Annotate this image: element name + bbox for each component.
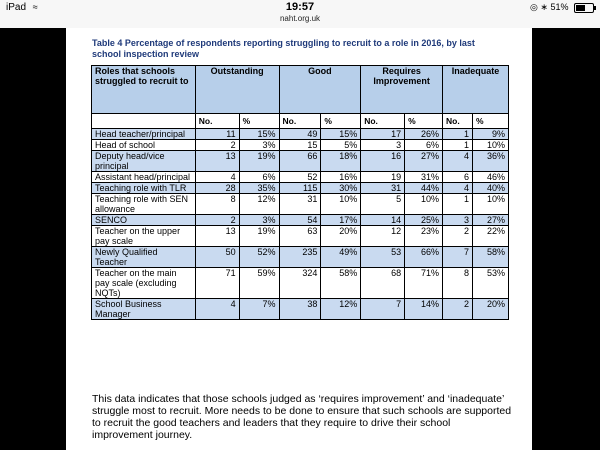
- cell-count: 63: [279, 226, 321, 247]
- cell-count: 3: [443, 215, 473, 226]
- table-row: [92, 183, 509, 194]
- bluetooth-icon: ∗: [540, 2, 548, 12]
- row-role-label: Head teacher/principal: [92, 129, 196, 140]
- group-header-outstanding: Outstanding: [195, 66, 279, 114]
- cell-percent: 44%: [405, 183, 443, 194]
- cell-percent: 46%: [473, 172, 509, 183]
- cell-count: 17: [361, 129, 405, 140]
- table-row: [92, 247, 509, 268]
- cell-count: 53: [361, 247, 405, 268]
- cell-count: 11: [195, 129, 239, 140]
- group-header-good: Good: [279, 66, 361, 114]
- cell-percent: 10%: [321, 194, 361, 215]
- table-row: [92, 151, 509, 172]
- cell-percent: 16%: [321, 172, 361, 183]
- subheader-no: No.: [361, 114, 405, 129]
- row-role-label: Teacher on the upper pay scale: [92, 226, 196, 247]
- cell-count: 4: [443, 183, 473, 194]
- cell-percent: 71%: [405, 268, 443, 299]
- cell-percent: 10%: [473, 194, 509, 215]
- cell-percent: 53%: [473, 268, 509, 299]
- subheader-blank: [92, 114, 196, 129]
- cell-percent: 10%: [473, 140, 509, 151]
- cell-percent: 23%: [405, 226, 443, 247]
- cell-count: 31: [361, 183, 405, 194]
- cell-count: 13: [195, 151, 239, 172]
- cell-percent: 25%: [405, 215, 443, 226]
- table-row: [92, 129, 509, 140]
- cell-count: 1: [443, 194, 473, 215]
- table-row: [92, 215, 509, 226]
- cell-count: 13: [195, 226, 239, 247]
- cell-percent: 7%: [239, 299, 279, 320]
- cell-percent: 59%: [239, 268, 279, 299]
- cell-percent: 6%: [405, 140, 443, 151]
- cell-count: 7: [443, 247, 473, 268]
- cell-count: 4: [195, 299, 239, 320]
- recruitment-table: [91, 65, 509, 320]
- table-body: [92, 129, 509, 320]
- cell-percent: 12%: [239, 194, 279, 215]
- cell-percent: 49%: [321, 247, 361, 268]
- subheader-no: No.: [279, 114, 321, 129]
- table-row: [92, 226, 509, 247]
- cell-percent: 58%: [473, 247, 509, 268]
- cell-percent: 20%: [473, 299, 509, 320]
- table-caption: Table 4 Percentage of respondents reporting struggling to recruit to a role in 2016, by last school inspection review: [92, 38, 475, 59]
- cell-count: 15: [279, 140, 321, 151]
- cell-percent: 15%: [321, 129, 361, 140]
- orientation-lock-icon: ◎: [530, 2, 538, 12]
- cell-count: 2: [195, 140, 239, 151]
- cell-count: 115: [279, 183, 321, 194]
- cell-count: 38: [279, 299, 321, 320]
- cell-percent: 30%: [321, 183, 361, 194]
- cell-percent: 3%: [239, 215, 279, 226]
- cell-percent: 14%: [405, 299, 443, 320]
- cell-count: 3: [361, 140, 405, 151]
- cell-percent: 20%: [321, 226, 361, 247]
- cell-count: 28: [195, 183, 239, 194]
- cell-count: 66: [279, 151, 321, 172]
- cell-count: 12: [361, 226, 405, 247]
- table-row: [92, 140, 509, 151]
- row-role-label: Teacher on the main pay scale (excluding NQTs): [92, 268, 196, 299]
- cell-percent: 15%: [239, 129, 279, 140]
- cell-count: 1: [443, 140, 473, 151]
- cell-count: 5: [361, 194, 405, 215]
- cell-count: 7: [361, 299, 405, 320]
- cell-percent: 36%: [473, 151, 509, 172]
- status-right: [530, 2, 594, 13]
- cell-count: 68: [361, 268, 405, 299]
- cell-percent: 58%: [321, 268, 361, 299]
- battery-percent: 51%: [550, 2, 569, 12]
- table-row: [92, 172, 509, 183]
- wifi-icon: ≈: [32, 2, 38, 12]
- cell-percent: 35%: [239, 183, 279, 194]
- table-subheader-row: [92, 114, 509, 129]
- cell-count: 54: [279, 215, 321, 226]
- cell-count: 49: [279, 129, 321, 140]
- subheader-pct: %: [473, 114, 509, 129]
- cell-percent: 9%: [473, 129, 509, 140]
- battery-icon: [574, 3, 594, 13]
- subheader-no: No.: [443, 114, 473, 129]
- status-bar: [0, 0, 600, 28]
- row-role-label: SENCO: [92, 215, 196, 226]
- row-role-label: Newly Qualified Teacher: [92, 247, 196, 268]
- cell-percent: 19%: [239, 151, 279, 172]
- roles-header: Roles that schools struggled to recruit to: [92, 66, 196, 114]
- cell-percent: 40%: [473, 183, 509, 194]
- cell-percent: 19%: [239, 226, 279, 247]
- status-time: 19:57: [285, 1, 315, 13]
- cell-percent: 52%: [239, 247, 279, 268]
- cell-percent: 12%: [321, 299, 361, 320]
- subheader-no: No.: [195, 114, 239, 129]
- cell-count: 4: [443, 151, 473, 172]
- row-role-label: Teaching role with SEN allowance: [92, 194, 196, 215]
- cell-percent: 31%: [405, 172, 443, 183]
- cell-percent: 22%: [473, 226, 509, 247]
- cell-count: 8: [195, 194, 239, 215]
- cell-count: 16: [361, 151, 405, 172]
- table-row: [92, 268, 509, 299]
- document-page: [66, 28, 532, 450]
- cell-count: 6: [443, 172, 473, 183]
- cell-percent: 5%: [321, 140, 361, 151]
- row-role-label: Deputy head/vice principal: [92, 151, 196, 172]
- cell-percent: 18%: [321, 151, 361, 172]
- cell-count: 52: [279, 172, 321, 183]
- group-header-requires-improvement: Requires Improvement: [361, 66, 443, 114]
- group-header-inadequate: Inadequate: [443, 66, 509, 114]
- cell-percent: 66%: [405, 247, 443, 268]
- cell-count: 1: [443, 129, 473, 140]
- subheader-pct: %: [405, 114, 443, 129]
- cell-count: 4: [195, 172, 239, 183]
- cell-percent: 26%: [405, 129, 443, 140]
- cell-count: 8: [443, 268, 473, 299]
- cell-percent: 17%: [321, 215, 361, 226]
- cell-count: 31: [279, 194, 321, 215]
- cell-count: 324: [279, 268, 321, 299]
- cell-percent: 10%: [405, 194, 443, 215]
- row-role-label: Head of school: [92, 140, 196, 151]
- table-row: [92, 299, 509, 320]
- subheader-pct: %: [321, 114, 361, 129]
- cell-count: 50: [195, 247, 239, 268]
- table-row: [92, 194, 509, 215]
- subheader-pct: %: [239, 114, 279, 129]
- cell-count: 19: [361, 172, 405, 183]
- cell-percent: 3%: [239, 140, 279, 151]
- cell-count: 2: [443, 226, 473, 247]
- cell-percent: 27%: [405, 151, 443, 172]
- table-group-header-row: [92, 66, 509, 114]
- cell-count: 235: [279, 247, 321, 268]
- summary-paragraph: This data indicates that those schools judged as ‘requires improvement’ and ‘inadequate’ struggle most to recruit. More needs to be done to ensure that such schools are supported to recruit the good teachers and leaders that they require to drive their school improvement journey.: [92, 393, 512, 441]
- cell-percent: 6%: [239, 172, 279, 183]
- row-role-label: Teaching role with TLR: [92, 183, 196, 194]
- cell-count: 14: [361, 215, 405, 226]
- row-role-label: School Business Manager: [92, 299, 196, 320]
- address-bar-url[interactable]: naht.org.uk: [279, 14, 321, 23]
- row-role-label: Assistant head/principal: [92, 172, 196, 183]
- cell-count: 2: [195, 215, 239, 226]
- cell-percent: 27%: [473, 215, 509, 226]
- cell-count: 2: [443, 299, 473, 320]
- cell-count: 71: [195, 268, 239, 299]
- device-label: iPad: [6, 2, 27, 13]
